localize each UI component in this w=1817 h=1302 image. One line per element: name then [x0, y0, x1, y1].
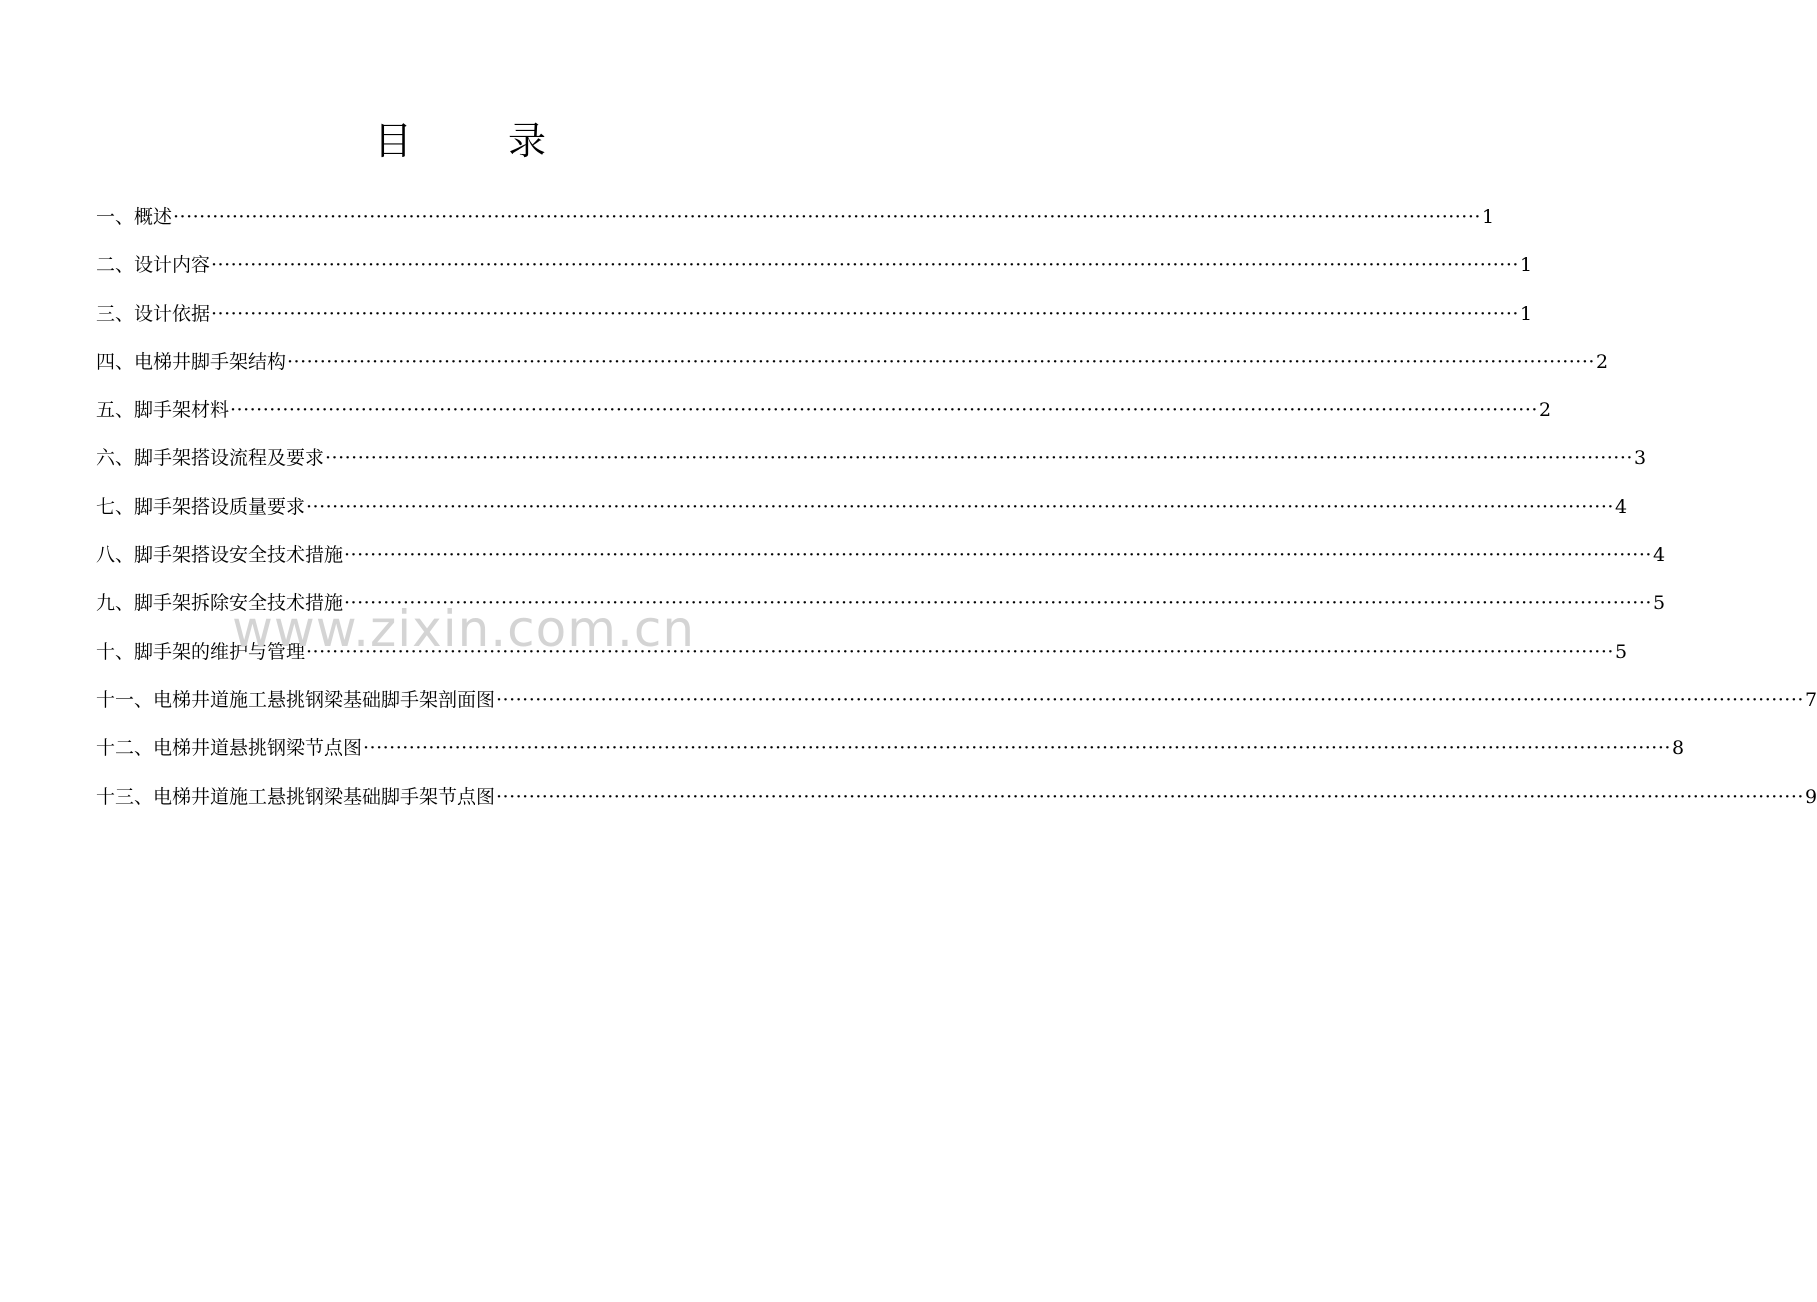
toc-entry-page: 4 [1614, 495, 1628, 518]
toc-entry-page: 5 [1614, 640, 1628, 663]
toc-entry-page: 2 [1538, 399, 1552, 422]
toc-entry[interactable] [96, 490, 1628, 538]
toc-leader-dots: ········································································································································································································ [306, 495, 1614, 518]
toc-entry-page: 8 [1671, 737, 1685, 760]
toc-leader-dots: ········································································································································································································ [287, 350, 1595, 373]
toc-leader-dots: ········································································································································································································ [363, 737, 1671, 760]
toc-entry-label: 五、脚手架材料 [96, 399, 230, 422]
toc-leader-dots: ········································································································································································································ [344, 592, 1652, 615]
toc-entry-label: 十三、电梯井道施工悬挑钢梁基础脚手架节点图 [96, 785, 496, 808]
toc-leader-dots: ········································································································································································································ [173, 206, 1481, 228]
toc-entry-page: 5 [1652, 592, 1666, 615]
toc-entry[interactable] [96, 683, 1817, 731]
table-of-contents [96, 200, 1817, 828]
toc-entry-label: 三、设计依据 [96, 302, 211, 325]
toc-entry-label: 一、概述 [96, 206, 173, 228]
toc-entry[interactable] [96, 248, 1533, 296]
toc-entry[interactable] [96, 393, 1552, 441]
toc-entry-page: 4 [1652, 544, 1666, 567]
toc-entry-label: 十一、电梯井道施工悬挑钢梁基础脚手架剖面图 [96, 688, 496, 711]
toc-leader-dots: ········································································································································································································ [325, 447, 1633, 470]
toc-leader-dots: ········································································································································································································ [496, 785, 1804, 808]
toc-entry-page: 2 [1595, 350, 1609, 373]
toc-leader-dots: ········································································································································································································ [306, 640, 1614, 663]
toc-entry-label: 六、脚手架搭设流程及要求 [96, 447, 325, 470]
toc-entry-label: 十二、电梯井道悬挑钢梁节点图 [96, 737, 363, 760]
toc-entry[interactable] [96, 731, 1685, 779]
toc-entry-label: 十、脚手架的维护与管理 [96, 640, 306, 663]
toc-entry-label: 七、脚手架搭设质量要求 [96, 495, 306, 518]
toc-entry-label: 九、脚手架拆除安全技术措施 [96, 592, 344, 615]
toc-entry-page: 1 [1519, 302, 1533, 325]
toc-entry-label: 四、电梯井脚手架结构 [96, 350, 287, 373]
toc-leader-dots: ········································································································································································································ [211, 254, 1519, 277]
toc-leader-dots: ········································································································································································································ [344, 544, 1652, 567]
toc-entry[interactable] [96, 345, 1609, 393]
toc-leader-dots: ········································································································································································································ [230, 399, 1538, 422]
toc-leader-dots: ········································································································································································································ [496, 688, 1804, 711]
toc-entry-label: 二、设计内容 [96, 254, 211, 277]
toc-entry-page: 1 [1481, 206, 1495, 228]
toc-entry-page: 7 [1804, 688, 1817, 711]
toc-entry-label: 八、脚手架搭设安全技术措施 [96, 544, 344, 567]
toc-entry[interactable] [96, 297, 1533, 345]
toc-entry[interactable] [96, 200, 1495, 248]
toc-entry[interactable] [96, 780, 1817, 828]
watermark: www.zixin.com.cn [232, 600, 696, 658]
toc-entry[interactable] [96, 441, 1647, 489]
toc-entry-page: 1 [1519, 254, 1533, 277]
page-title: 目 录 [373, 119, 589, 163]
toc-entry-page: 9 [1804, 785, 1817, 808]
toc-leader-dots: ········································································································································································································ [211, 302, 1519, 325]
toc-entry[interactable] [96, 538, 1666, 586]
toc-entry-page: 3 [1633, 447, 1647, 470]
